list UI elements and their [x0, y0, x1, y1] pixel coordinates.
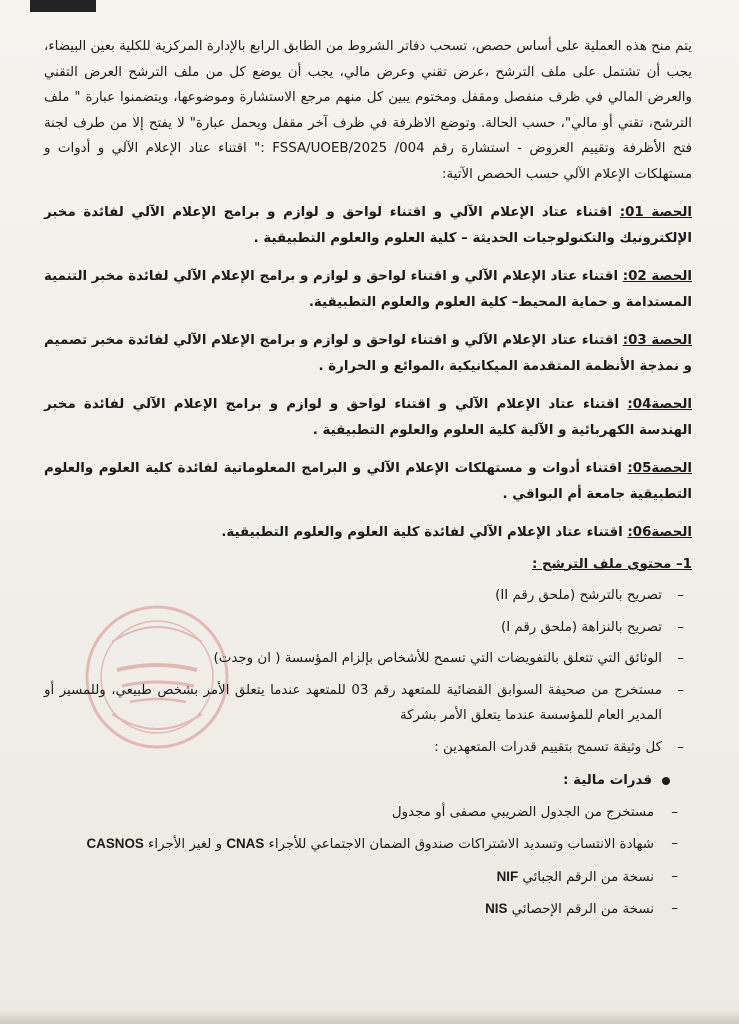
- dash-mark: –: [677, 619, 684, 635]
- financial-title: قدرات مالية :: [563, 773, 652, 788]
- dash-mark: –: [671, 836, 678, 851]
- list-item-text: تصريح بالنزاهة (ملحق رقم I): [500, 619, 662, 635]
- financial-heading: [44, 768, 692, 794]
- dash-mark: –: [677, 682, 684, 698]
- list-item: [44, 864, 692, 891]
- intro-paragraph: يتم منح هذه العملية على أساس حصص، تسحب دفاتر الشروط من الطابق الرابع بالإدارة المركزية للكلية بعين البيضاء، يجب أن تشتمل على ملف الترشح ،عرض تقني وعرض مالي، يجب أن يوضع كل من ملف الترشح العرض التقني والعرض المالي في ظرف منفصل ومقفل ومختوم يبين كل منهم مرجع الاستشارة وموضوعها، ويتضمنوا عبارة " ملف الترشح، تقني أو مالي"، حسب الحالة. وتوضع الاظرفة في ظرف آخر مقفل ويحمل عبارة" لا يفتح إلا من طرف لجنة فتح الأظرفة وتقييم العروض - استشارة رقم 004/ FSSA/UOEB/2025 :" اقتناء عتاد الإعلام الآلي و أدوات و مستهلكات الإعلام الآلي حسب الحصص الآتية:: [44, 39, 692, 182]
- dash-mark: –: [677, 588, 684, 603]
- list-item: [44, 896, 692, 923]
- dash-mark: –: [671, 868, 678, 884]
- dash-mark: –: [677, 739, 684, 755]
- list-item-text: مستخرج من الجدول الضريبي مصفى أو مجدول: [391, 804, 654, 820]
- casnos-code: CASNOS: [86, 836, 144, 851]
- list-item: [44, 735, 692, 761]
- list-item: [44, 800, 692, 826]
- bullet-dot-icon: [662, 777, 670, 785]
- list-item-text: الوثائق التي تتعلق بالتفويضات التي تسمح للأشخاص بإلزام المؤسسة ( ان وجدت): [213, 651, 662, 666]
- lot-label: الحصة 01:: [619, 205, 693, 220]
- list-item: [44, 646, 692, 672]
- section-number: 1: [682, 556, 692, 572]
- nis-code: NIS: [485, 901, 508, 916]
- list-item-text-mid: و لغير الأجراء: [143, 837, 227, 852]
- lot-05: [44, 456, 692, 507]
- list-item: [44, 615, 692, 641]
- lot-02: [44, 264, 692, 315]
- scan-bottom-edge: [0, 1010, 739, 1024]
- lot-label: الحصة 03:: [622, 333, 692, 348]
- list-item-text: كل وثيقة تسمح بتقييم قدرات المتعهدين :: [434, 739, 662, 755]
- section-title: – محتوى ملف الترشح :: [531, 556, 683, 572]
- cnas-code: CNAS: [226, 836, 265, 851]
- list-item: [44, 583, 692, 609]
- dash-mark: –: [671, 901, 678, 916]
- lot-06: [44, 520, 692, 546]
- lot-label: الحصة05:: [627, 461, 692, 476]
- lot-text: اقتناء عتاد الإعلام الآلي لفائدة كلية العلوم والعلوم التطبيقية.: [221, 525, 628, 540]
- list-item-text: نسخة من الرقم الجبائي: [518, 869, 654, 885]
- list-item: [44, 831, 692, 858]
- lot-text: اقتناء عتاد الإعلام الآلي و اقتناء لواحق و لوازم و برامج الإعلام الآلي لفائدة مخبر تصميم و نمذجة الأنظمة المتقدمة الميكانيكية ،الموائع و الحرارة .: [44, 333, 692, 374]
- lot-text: اقتناء عتاد الإعلام الآلي و اقتناء لواحق و لوازم و برامج الإعلام الآلي لفائدة مخبر الهندسة الكهربائية و الآلية كلية العلوم والعلوم التطبيقية .: [44, 397, 692, 438]
- list-item-text: شهادة الانتساب وتسديد الاشتراكات صندوق الضمان الاجتماعي للأجراء: [264, 837, 654, 852]
- lot-text: اقتناء عتاد الإعلام الآلي و اقتناء لواحق و لوازم و برامج الإعلام الآلي لفائدة مخبر الإلكترونيك والتكنولوجيات الحديثة – كلية العلوم والعلوم التطبيقية .: [44, 205, 692, 246]
- lot-label: الحصة04:: [627, 397, 692, 412]
- document-body: [44, 34, 692, 923]
- lot-01: [44, 200, 692, 251]
- dash-mark: –: [671, 804, 678, 820]
- section-heading: [44, 552, 692, 578]
- lot-03: [44, 328, 692, 379]
- list-item: [44, 678, 692, 729]
- lot-text: اقتناء أدوات و مستهلكات الإعلام الآلي و البرامج المعلوماتية لفائدة كلية العلوم والعلوم التطبيقية جامعة أم البواقي .: [44, 461, 692, 502]
- list-item-text: نسخة من الرقم الإحصائي: [507, 902, 654, 917]
- nif-code: NIF: [496, 868, 519, 884]
- lot-04: [44, 392, 692, 443]
- lot-text: اقتناء عتاد الإعلام الآلي و اقتناء لواحق و لوازم و برامج الإعلام الآلي لفائدة مخبر التنمية المستدامة و حماية المحيط– كلية العلوم والعلوم التطبيقية.: [44, 269, 692, 310]
- scan-corner-mark: [30, 0, 96, 12]
- list-item-text: مستخرج من صحيفة السوابق القضائية للمتعهد رقم 03 للمتعهد عندما يتعلق الأمر بشخص طبيعي، وللمسير أو المدير العام للمؤسسة عندما يتعلق الأمر بشركة: [44, 682, 662, 723]
- lot-label: الحصة 02:: [622, 269, 692, 284]
- list-item-text: تصريح بالترشح (ملحق رقم II): [495, 588, 662, 603]
- lot-label: الحصة06:: [627, 525, 692, 540]
- dash-mark: –: [677, 651, 684, 666]
